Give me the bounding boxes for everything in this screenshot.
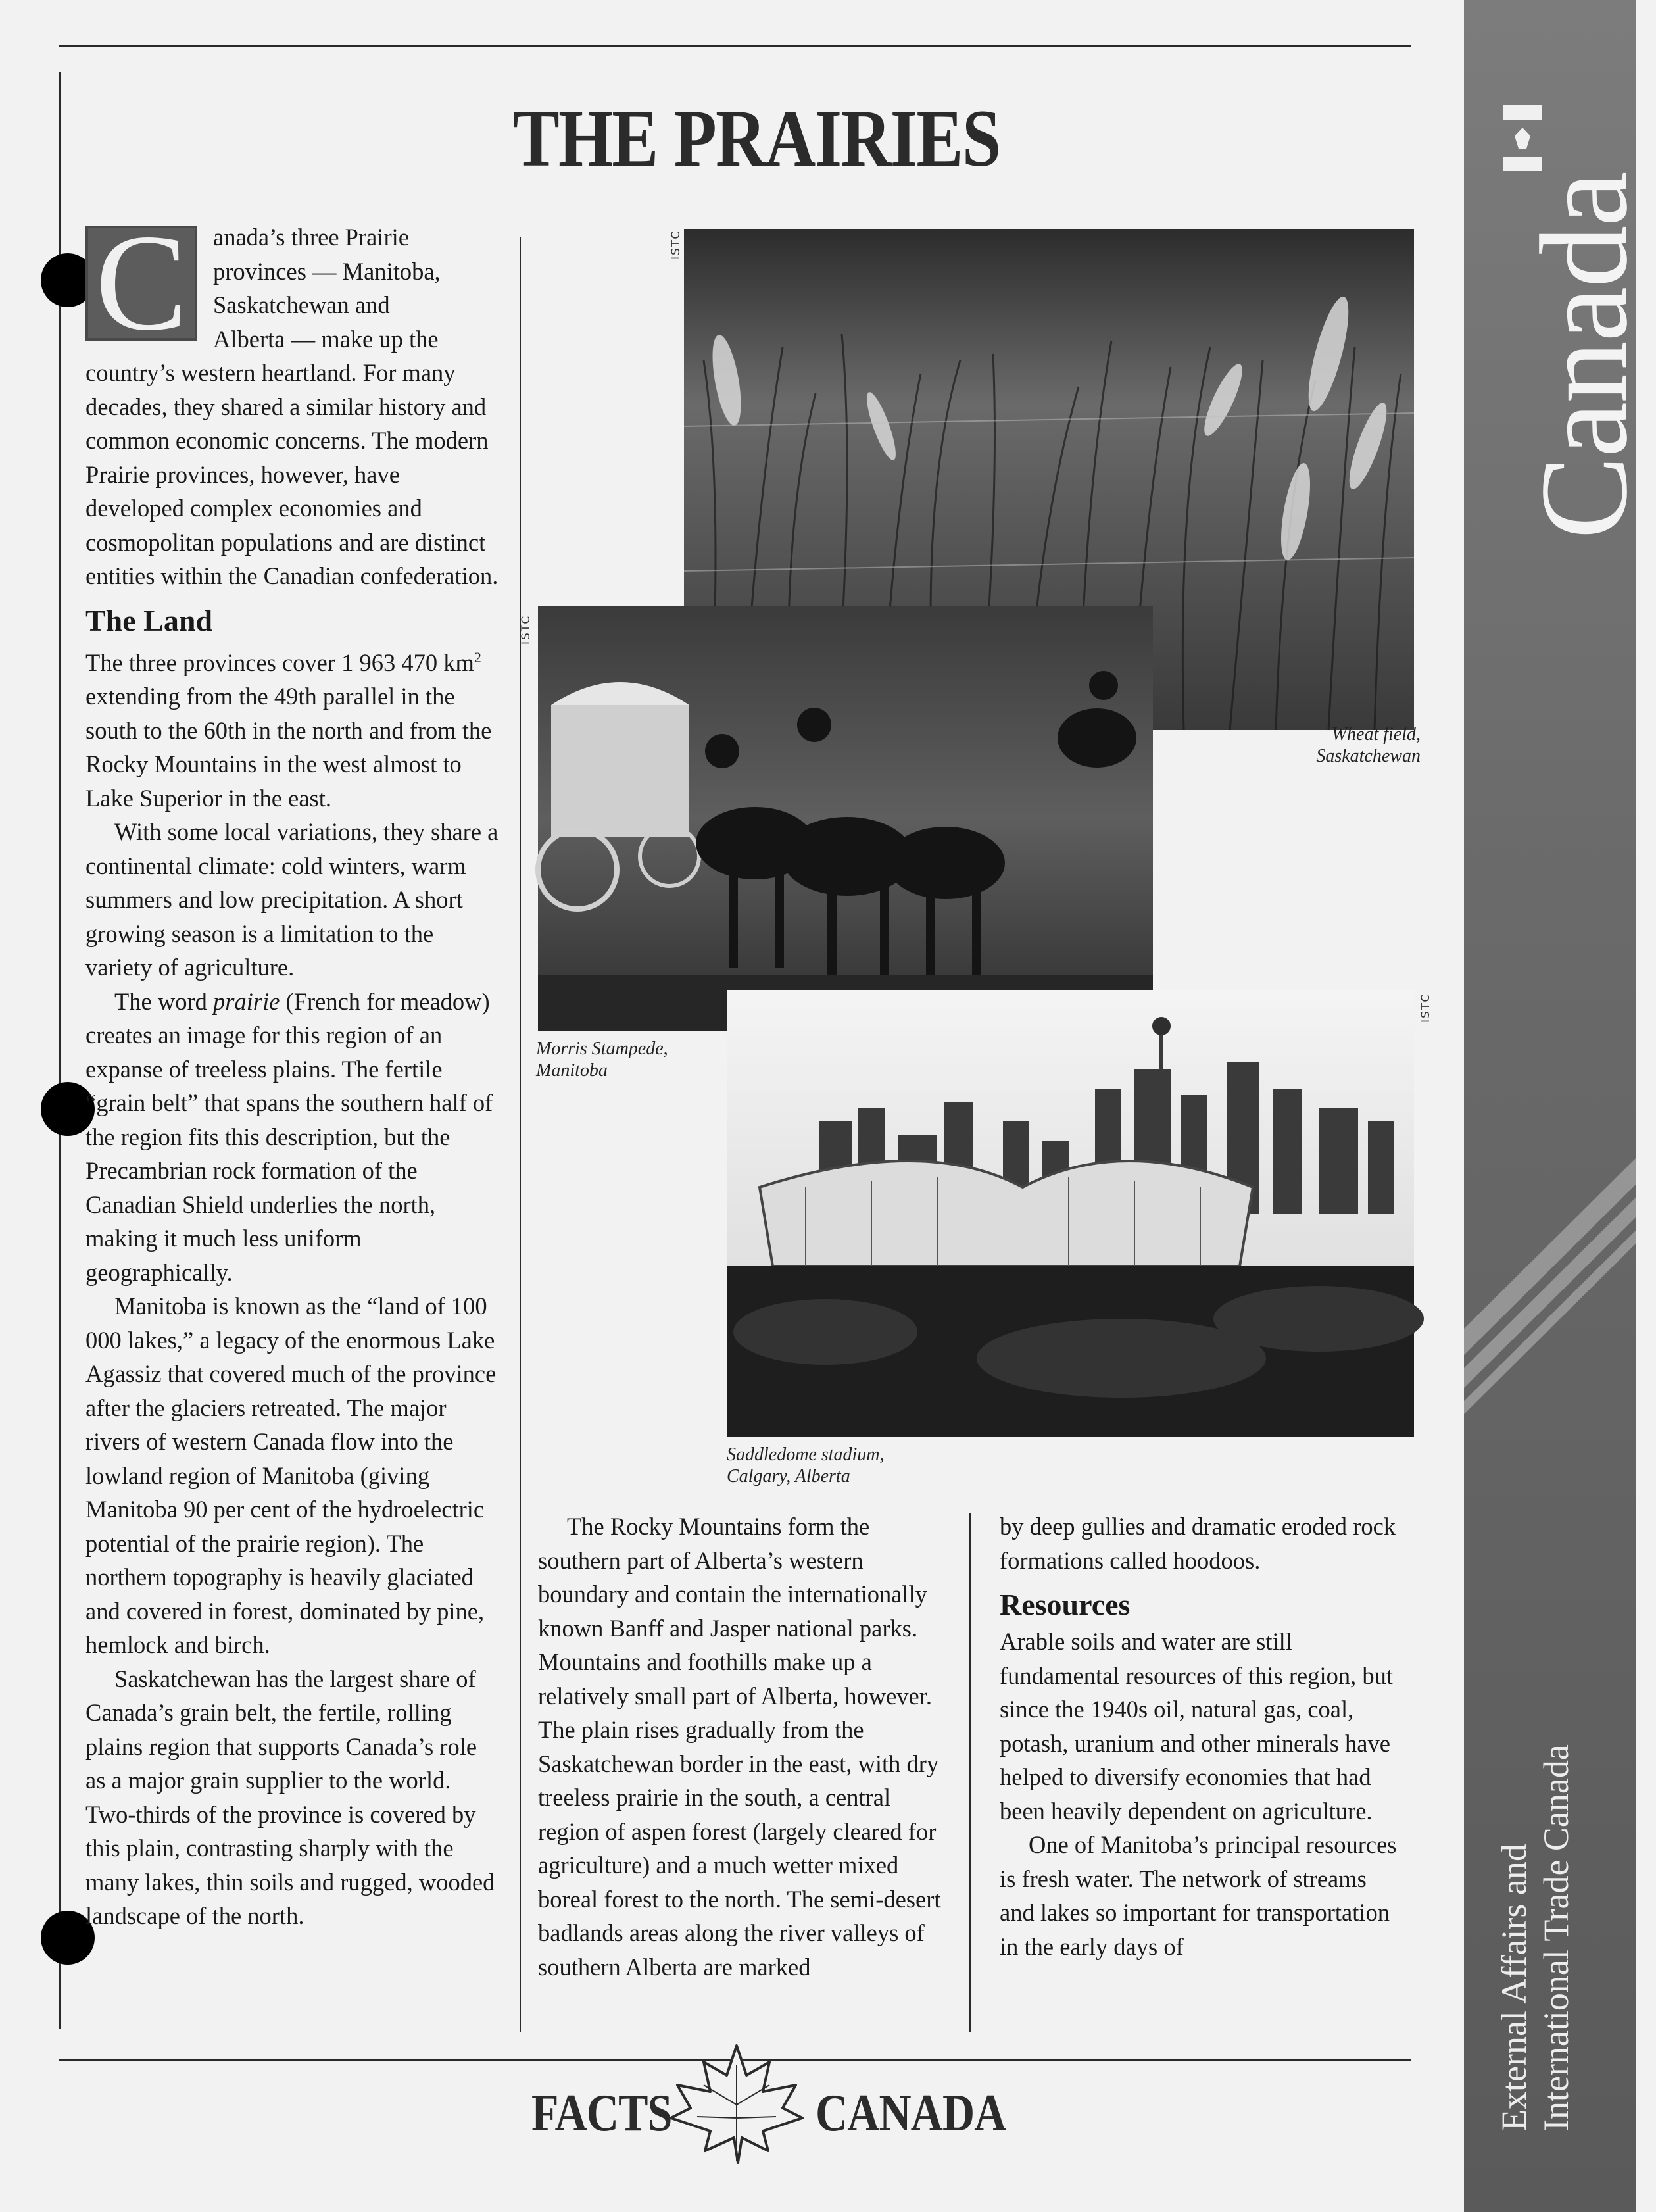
caption-wheat-field: Wheat field, Saskatchewan xyxy=(1316,724,1421,766)
resources-paragraph-1: Arable soils and water are still fundamental resources of this region, but since the 1940s oil, natural gas, coal, potash, uranium and other minerals have helped to diversify economies that had been heavily dependent on agriculture. xyxy=(1000,1628,1394,1825)
column-middle xyxy=(538,1510,949,1984)
photo-morris-stampede xyxy=(538,606,1153,1031)
intro-line-4: Alberta — make up the xyxy=(213,325,439,353)
intro-paragraph: country’s western heartland. For many decades, they shared a similar history and common economic concerns. The modern Prairie provinces, however, have developed complex economies and cosmopolitan populations and are distinct entities within the Canadian confederation. xyxy=(85,359,499,589)
intro-line-3: Saskatchewan and xyxy=(213,291,390,318)
left-rule xyxy=(59,72,61,2029)
department-name: External Affairs and International Trade Canada xyxy=(1494,1744,1576,2131)
maple-leaf-icon xyxy=(664,2039,809,2164)
caption-morris-stampede: Morris Stampede, Manitoba xyxy=(536,1039,668,1081)
heading-resources: Resources xyxy=(1000,1588,1131,1621)
land-paragraph-1: The three provinces cover 1 963 470 $km^2$ extending from the 49th parallel in the south to the 60th in the north and from the Rocky Mountains in the west almost to Lake Superior in the east. xyxy=(85,649,492,812)
column-right xyxy=(1000,1510,1398,1963)
page-title: THE PRAIRIES xyxy=(512,93,1000,184)
caption-saddledome: Saddledome stadium, Calgary, Alberta xyxy=(727,1444,885,1487)
saddledome-image xyxy=(727,990,1414,1437)
heading-the-land: The Land xyxy=(85,603,213,637)
stampede-image xyxy=(538,606,1153,1031)
land-paragraph-2: With some local variations, they share a continental climate: cold winters, warm summers and low precipitation. A short growing season is a limitation to the variety of agriculture. xyxy=(85,818,499,981)
photo-credit-stampede: ISTC xyxy=(520,614,533,645)
column-left xyxy=(85,207,500,1933)
footer-canada: CANADA xyxy=(816,2084,1006,2142)
land-paragraph-4: Manitoba is known as the “land of 100 000 lakes,” a legacy of the enormous Lake Agassiz that covered much of the province after the glaciers retreated. The major rivers of western Canada flow into the lowland region of Manitoba (giving Manitoba 90 per cent of the hydroelectric potential of the prairie region). The northern topography is heavily glaciated and covered in forest, dominated by pine, hemlock and birch. xyxy=(85,1292,497,1659)
column-divider-2 xyxy=(969,1513,971,2032)
column-divider-1 xyxy=(520,237,521,2032)
rockies-paragraph: The Rocky Mountains form the southern part of Alberta’s western boundary and contain the internationally known Banff and Jasper national parks. Mountains and foothills make up a relatively small part of Alberta, however. The plain rises gradually from the Saskatchewan border in the east, with dry treeless prairie in the south, a central region of aspen forest (largely cleared for agriculture) and a much wetter mixed boreal forest to the north. The semi-desert badlands areas along the river valleys of southern Alberta are marked xyxy=(538,1513,941,1980)
intro-line-1: anada’s three Prairie xyxy=(213,224,409,251)
intro-line-2: provinces — Manitoba, xyxy=(213,257,441,285)
land-paragraph-5: Saskatchewan has the largest share of Canada’s grain belt, the fertile, rolling plains region that supports Canada’s role as a major grain supplier to the world. Two-thirds of the province is covered by this plain, contrasting sharply with the many lakes, thin soils and rugged, wooded landscape of the north. xyxy=(85,1665,495,1930)
canada-wordmark: Canada xyxy=(1515,172,1653,539)
resources-paragraph-2: One of Manitoba’s principal resources is fresh water. The network of streams and lakes so important for transportation in the early days of xyxy=(1000,1831,1397,1960)
top-rule xyxy=(59,45,1411,47)
photo-credit-saddledome: ISTC xyxy=(1419,993,1432,1023)
hoodoos-paragraph: by deep gullies and dramatic eroded rock formations called hoodoos. xyxy=(1000,1513,1396,1574)
drop-cap: C xyxy=(85,226,197,341)
land-paragraph-3: The word prairie (French for meadow) creates an image for this region of an expanse of treeless plains. The fertile “grain belt” that spans the southern half of the region fits this description, but the Precambrian rock formation of the Canadian Shield underlies the north, making it much less uniform geographically. xyxy=(85,987,493,1286)
photo-saddledome xyxy=(727,990,1414,1437)
footer-facts: FACTS xyxy=(531,2084,672,2142)
photo-credit-wheat: ISTC xyxy=(670,230,683,260)
canada-flag-icon xyxy=(1503,105,1542,171)
